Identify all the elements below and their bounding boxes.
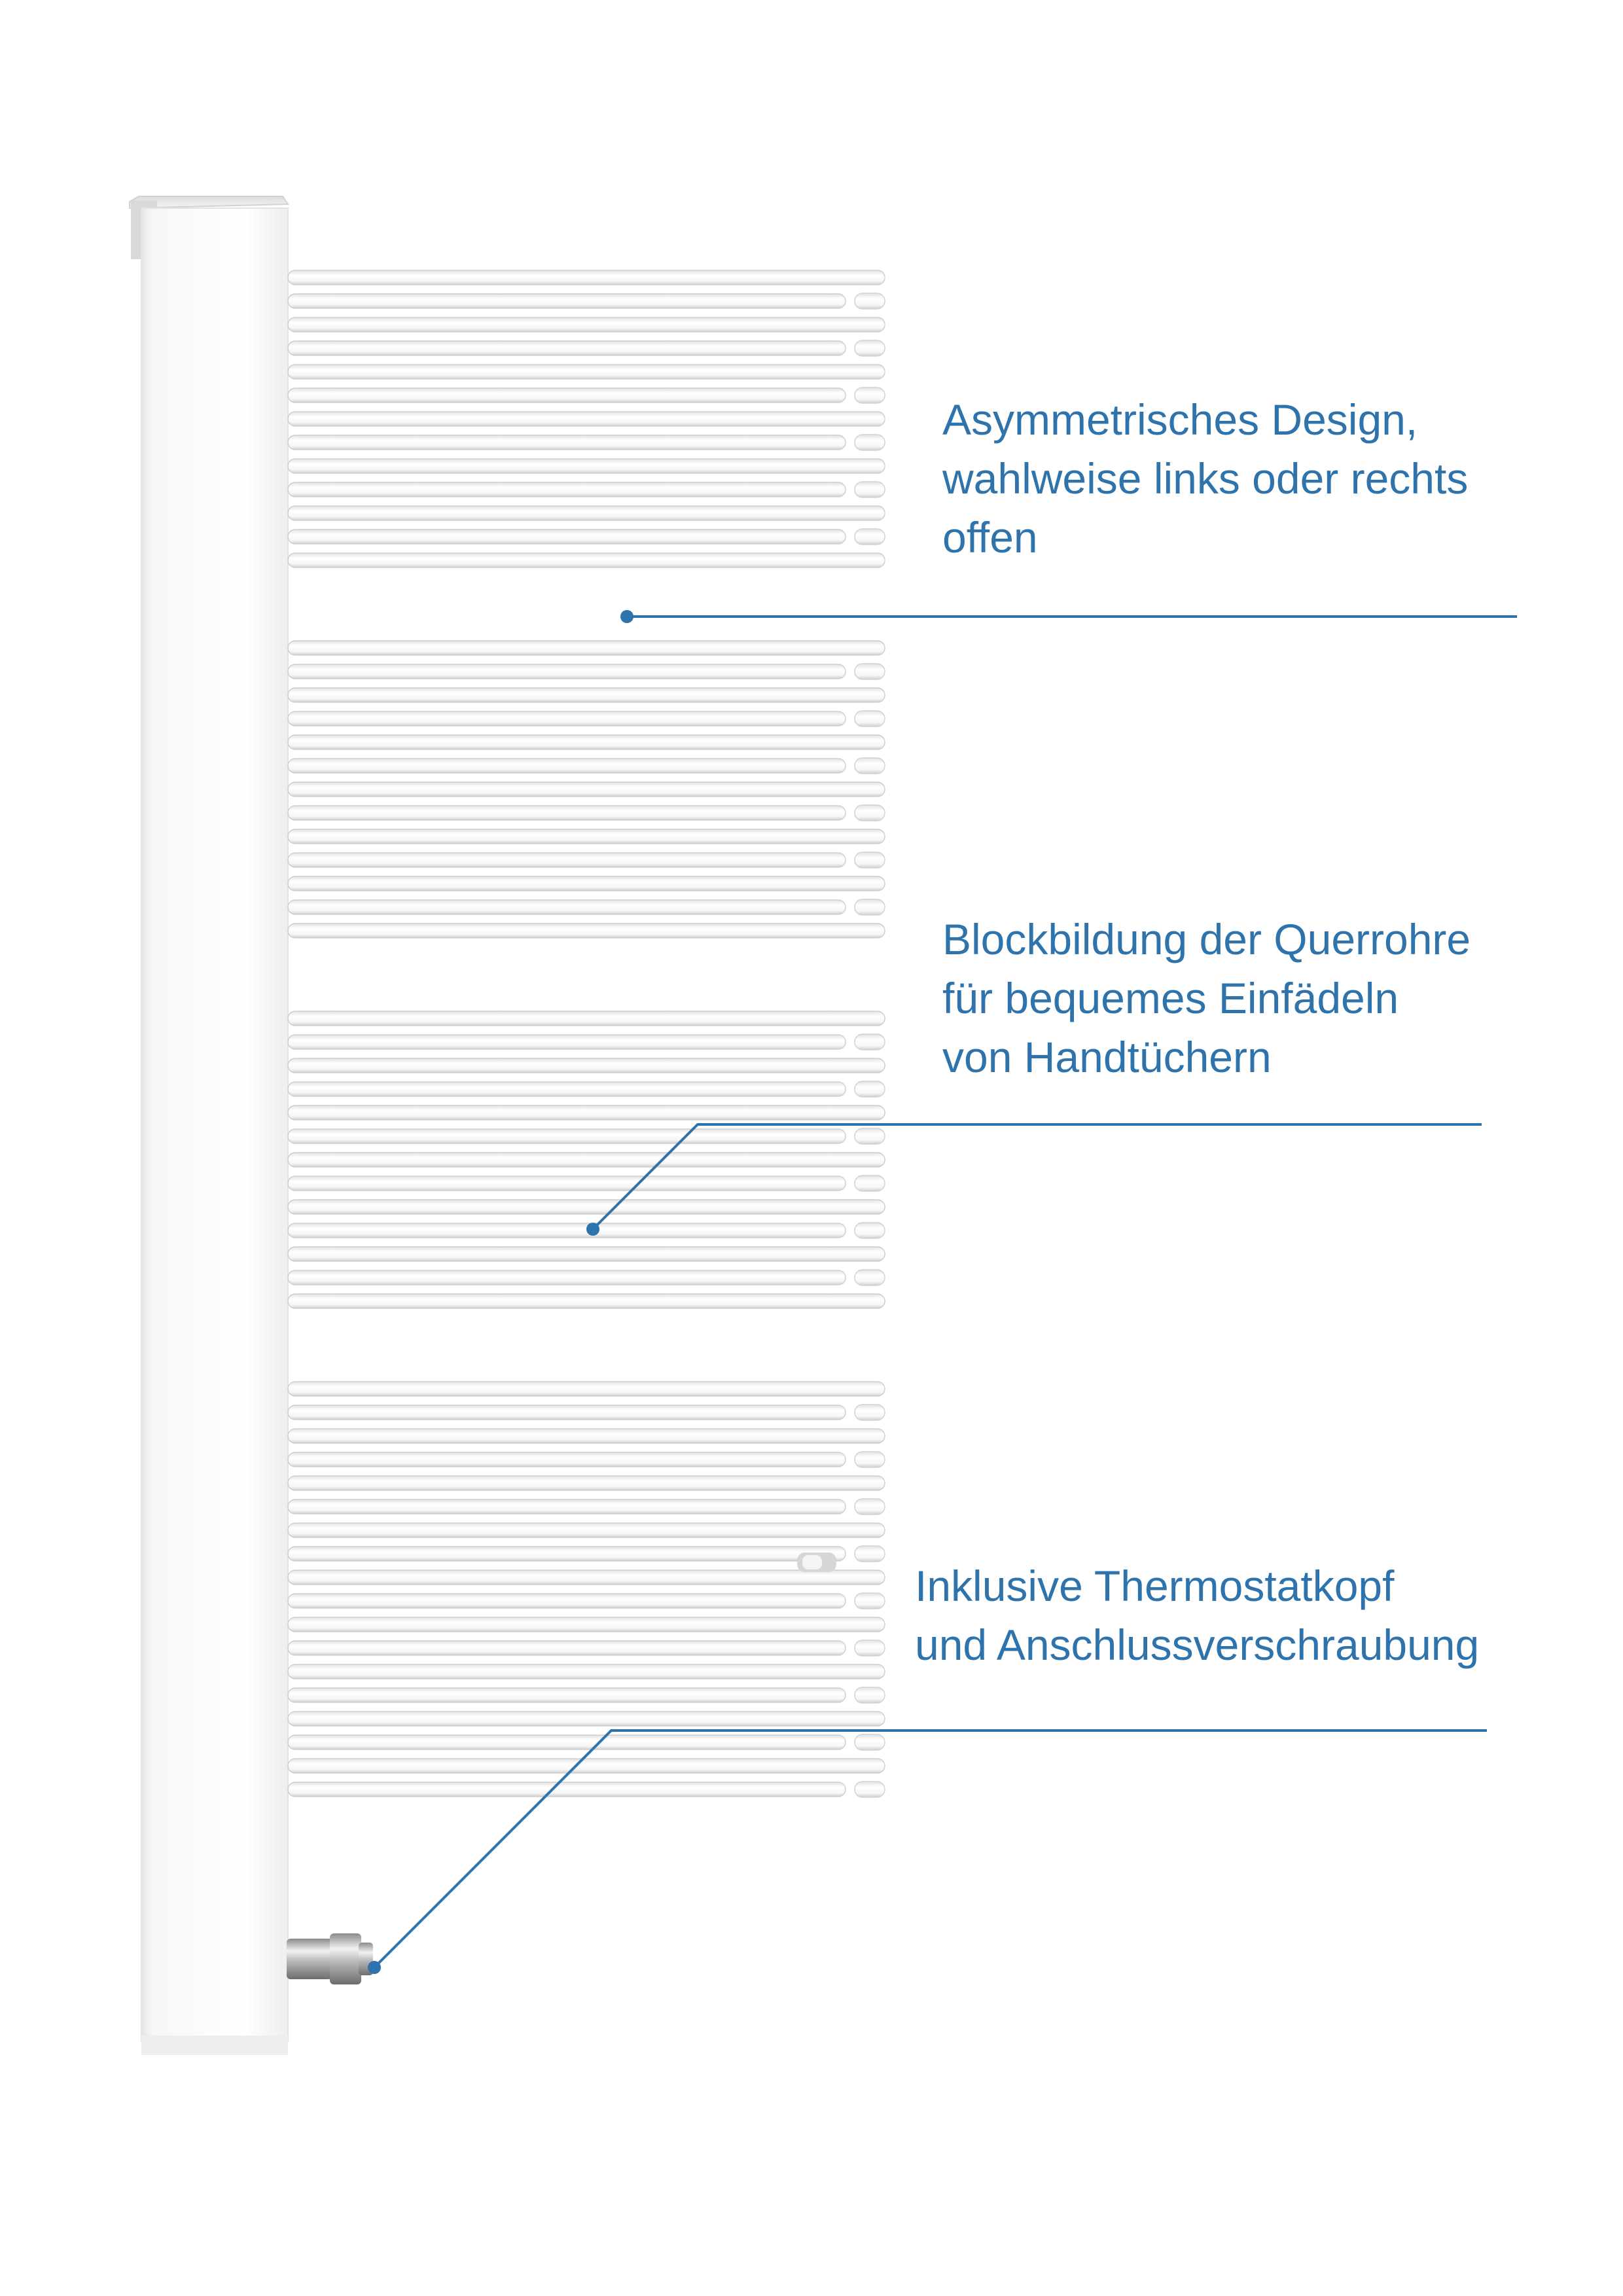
radiator-tube [288, 529, 885, 545]
radiator-tube [288, 317, 885, 332]
callout-design-line-2: wahlweise links oder rechts [942, 454, 1469, 503]
radiator-tube [288, 1640, 885, 1656]
radiator-tube [288, 1617, 885, 1632]
callout-block-line-1: Blockbildung der Querrohre [942, 915, 1471, 963]
radiator-pillar [130, 196, 288, 2055]
radiator-tube [288, 482, 885, 497]
leader-design [620, 610, 1517, 623]
radiator-tube [288, 1294, 885, 1308]
radiator-tube [288, 1664, 885, 1679]
radiator-tube [288, 1782, 885, 1797]
radiator-tube [288, 1153, 885, 1167]
radiator-tube [288, 1105, 885, 1120]
radiator-tube [288, 688, 885, 702]
radiator-tube [288, 899, 885, 915]
radiator-tube [288, 506, 885, 520]
callout-design-line-1: Asymmetrisches Design, [942, 395, 1418, 444]
radiator-tube [288, 412, 885, 426]
radiator-tube [288, 293, 885, 309]
radiator-tube [288, 735, 885, 749]
radiator-tube [288, 924, 885, 938]
radiator-tube [288, 758, 885, 774]
radiator-tube [288, 1405, 885, 1420]
radiator-tube [288, 435, 885, 450]
radiator-tube [288, 340, 885, 356]
radiator-tube [288, 365, 885, 379]
radiator-tube [288, 1382, 885, 1396]
radiator-tube [288, 829, 885, 844]
callout-block-line-2: für bequemes Einfädeln [942, 974, 1399, 1022]
radiator-tube [288, 1200, 885, 1214]
radiator-tube [288, 1476, 885, 1490]
radiator-tube [288, 805, 885, 821]
radiator-tube [288, 1270, 885, 1285]
radiator-tube [288, 1081, 885, 1097]
radiator-tube [288, 711, 885, 726]
radiator-tube [288, 1523, 885, 1537]
callout-asymmetric-design [942, 390, 1468, 567]
callout-block-line-3: von Handtüchern [942, 1033, 1272, 1081]
callout-thermo-line-1: Inklusive Thermostatkopf [915, 1562, 1395, 1610]
radiator-tube [288, 1734, 885, 1750]
thermostat-valve [287, 1933, 373, 1984]
radiator-tubes [288, 270, 885, 1797]
callout-thermostat [915, 1556, 1479, 1674]
callout-block-tubes [942, 910, 1471, 1086]
radiator-tube [288, 1687, 885, 1703]
radiator-tube [288, 1011, 885, 1026]
radiator-tube [288, 782, 885, 797]
radiator-tube [288, 1034, 885, 1050]
callout-design-line-3: offen [942, 513, 1038, 562]
radiator-tube [288, 1712, 885, 1726]
radiator-tube [288, 459, 885, 473]
radiator-tube [288, 1452, 885, 1467]
radiator-tube [288, 1223, 885, 1238]
radiator-tube [288, 641, 885, 655]
radiator-tube [288, 1247, 885, 1261]
radiator-tube [288, 1499, 885, 1515]
callout-thermo-line-2: und Anschlussverschraubung [915, 1621, 1480, 1669]
radiator-tube [288, 1128, 885, 1144]
radiator-tube [288, 1546, 885, 1562]
radiator-tube [288, 270, 885, 285]
radiator-tube [288, 1175, 885, 1191]
radiator-tube [288, 852, 885, 868]
radiator-tube [288, 1429, 885, 1443]
radiator-tube [288, 664, 885, 679]
radiator-sensor [797, 1552, 836, 1572]
radiator-tube [288, 1570, 885, 1585]
radiator-tube [288, 1759, 885, 1773]
radiator-tube [288, 553, 885, 567]
radiator-tube [288, 1058, 885, 1073]
radiator-tube [288, 876, 885, 891]
radiator-tube [288, 387, 885, 403]
radiator-tube [288, 1593, 885, 1609]
